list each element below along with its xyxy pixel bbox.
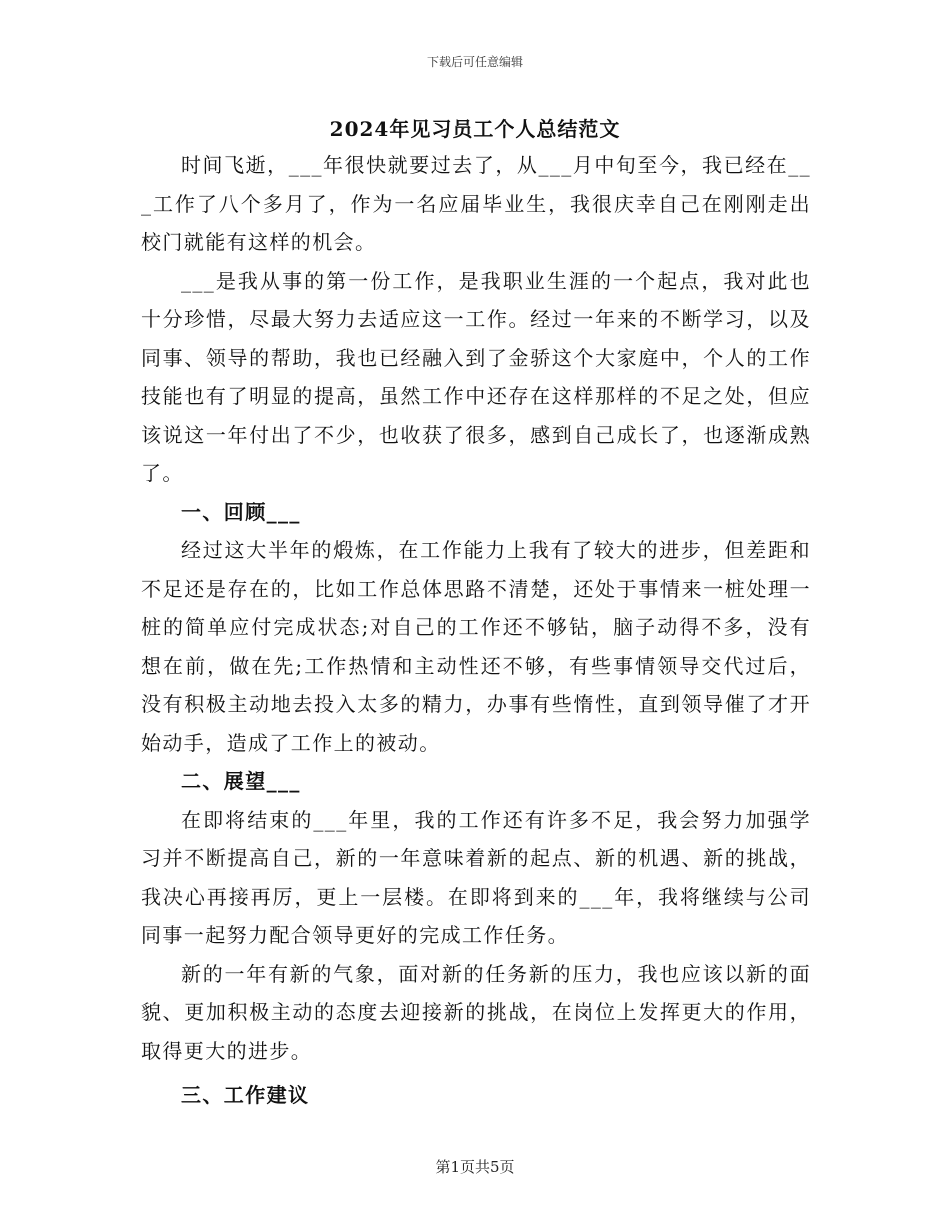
header-note: 下载后可任意编辑 [426, 55, 523, 69]
document-body [141, 146, 811, 1115]
section-heading-suggestions: 三、工作建议 [181, 1083, 310, 1107]
page-number: 第1页共5页 [435, 1158, 515, 1176]
document-title: 2024年见习员工个人总结范文 [329, 117, 621, 141]
paragraph-intro: 时间飞逝，___年很快就要过去了，从___月中旬至今，我已经在___工作了八个多月了，作为一名应届毕业生，我很庆幸自己在刚刚走出校门就能有这样的机会。 [141, 153, 811, 254]
paragraph-first-job: ___是我从事的第一份工作，是我职业生涯的一个起点，我对此也十分珍惜，尽最大努力去适应这一工作。经过一年来的不断学习，以及同事、领导的帮助，我也已经融入到了金骄这个大家庭中，个人的工作技能也有了明显的提高，虽然工作中还存在这样那样的不足之处，但应该说这一年付出了不少，也收获了很多，感到自己成长了，也逐渐成熟了。 [141, 268, 811, 485]
paragraph-outlook: 在即将结束的___年里，我的工作还有许多不足，我会努力加强学习并不断提高自己，新的一年意味着新的起点、新的机遇、新的挑战，我决心再接再厉，更上一层楼。在即将到来的___年，我将继续与公司同事一起努力配合领导更好的完成工作任务。 [141, 807, 811, 947]
paragraph-review: 经过这大半年的煅炼，在工作能力上我有了较大的进步，但差距和不足还是存在的，比如工作总体思路不清楚，还处于事情来一桩处理一桩的简单应付完成状态;对自己的工作还不够钻，脑子动得不多，没有想在前，做在先;工作热情和主动性还不够，有些事情领导交代过后，没有积极主动地去投入太多的精力，办事有些惰性，直到领导催了才开始动手，造成了工作上的被动。 [141, 538, 811, 755]
section-heading-outlook: 二、展望___ [181, 769, 301, 793]
paragraph-new-year: 新的一年有新的气象，面对新的任务新的压力，我也应该以新的面貌、更加积极主动的态度去迎接新的挑战，在岗位上发挥更大的作用，取得更大的进步。 [141, 961, 811, 1063]
section-heading-review: 一、回顾___ [181, 499, 301, 524]
